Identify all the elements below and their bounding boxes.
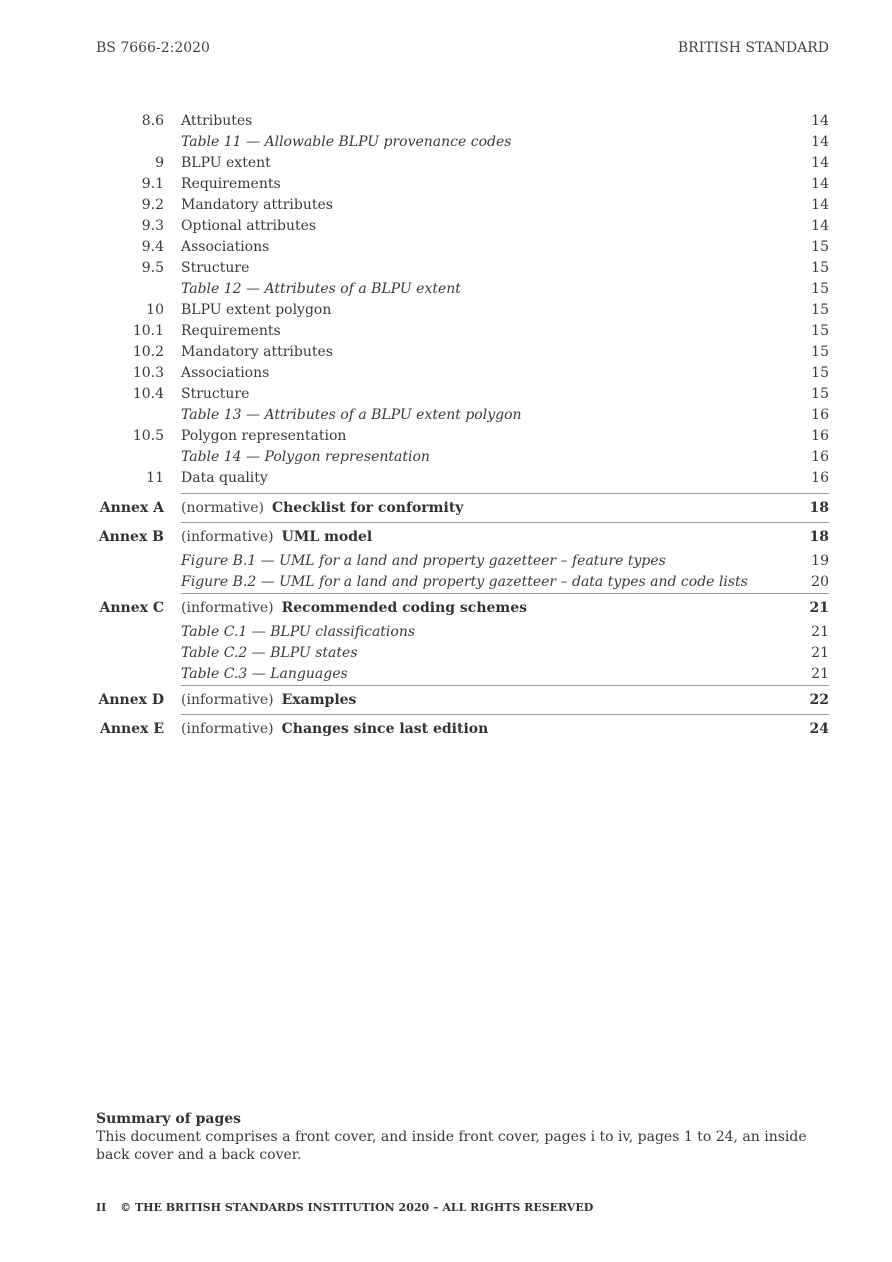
annex-type: (normative)	[181, 500, 264, 516]
annex-type: (informative)	[181, 721, 274, 737]
toc-entry-number: 9	[155, 155, 164, 171]
annex-page: 21	[809, 600, 829, 616]
toc-entry-number: 10.4	[132, 386, 164, 402]
running-header-code: BS 7666-2:2020	[96, 40, 210, 56]
annex-caption-page: 19	[811, 553, 829, 569]
toc-entry-title: Table 13 — Attributes of a BLPU extent polygon	[181, 407, 522, 423]
toc-entry-number: 11	[146, 470, 164, 486]
toc-entry-number: 9.2	[141, 197, 164, 213]
annex-label: Annex E	[99, 721, 164, 737]
toc-entry-page: 14	[811, 176, 829, 192]
annex-page: 24	[809, 721, 829, 737]
annex-label: Annex A	[99, 500, 164, 516]
toc-entry-page: 16	[811, 428, 829, 444]
toc-entry-title: Attributes	[181, 113, 253, 129]
table-of-contents	[96, 111, 829, 743]
toc-entry-title: Optional attributes	[181, 218, 317, 234]
annex-title	[181, 523, 372, 551]
annex-title	[181, 494, 463, 522]
annex-caption-title: Figure B.1 — UML for a land and property gazetteer – feature types	[181, 553, 666, 569]
toc-entry-title: Requirements	[181, 176, 281, 192]
toc-entry[interactable]	[96, 300, 829, 321]
toc-annex-entry[interactable]	[99, 714, 829, 743]
toc-entry-page: 16	[811, 407, 829, 423]
annex-page: 18	[809, 529, 829, 545]
annex-type: (informative)	[181, 529, 274, 545]
toc-entry[interactable]	[96, 258, 829, 279]
toc-entry-number: 9.4	[141, 239, 164, 255]
toc-annex-caption-entry[interactable]	[181, 664, 829, 685]
toc-entry-number: 9.3	[141, 218, 164, 234]
annex-page: 18	[809, 500, 829, 516]
toc-entry-page: 15	[811, 260, 829, 276]
toc-entry[interactable]	[96, 468, 829, 489]
toc-entry-title: Structure	[181, 386, 250, 402]
toc-entry-page: 15	[811, 302, 829, 318]
summary-text: This document comprises a front cover, and inside front cover, pages i to iv, pages 1 to 24, an inside back cover and a back cover.	[96, 1129, 807, 1163]
toc-annex-caption-entry[interactable]	[181, 572, 829, 593]
toc-entry[interactable]	[96, 195, 829, 216]
annex-caption-page: 21	[811, 666, 829, 682]
annex-label: Annex C	[99, 600, 164, 616]
annex-caption-title: Figure B.2 — UML for a land and property gazetteer – data types and code lists	[181, 574, 748, 590]
toc-entry-title: BLPU extent	[181, 155, 271, 171]
toc-entry-number: 9.1	[141, 176, 164, 192]
summary-title: Summary of pages	[96, 1111, 242, 1127]
toc-entry[interactable]	[96, 111, 829, 132]
toc-entry-title: Mandatory attributes	[181, 197, 333, 213]
toc-entry-page: 15	[811, 281, 829, 297]
toc-entry[interactable]	[96, 153, 829, 174]
toc-annex-entry[interactable]	[98, 522, 829, 551]
toc-entry-page: 14	[811, 113, 829, 129]
toc-annex-caption-entry[interactable]	[181, 643, 829, 664]
annex-type: (informative)	[181, 692, 274, 708]
toc-entry-page: 15	[811, 386, 829, 402]
toc-entry-page: 15	[811, 344, 829, 360]
toc-annex-entry[interactable]	[99, 593, 829, 622]
annex-caption-page: 21	[811, 645, 829, 661]
toc-entry-number: 10.2	[132, 344, 164, 360]
annex-heading: UML model	[281, 529, 373, 545]
toc-entry-title: Table 12 — Attributes of a BLPU extent	[181, 281, 461, 297]
toc-entry-number: 10	[146, 302, 164, 318]
page-footer	[96, 1201, 593, 1214]
running-header-title: BRITISH STANDARD	[677, 40, 829, 56]
toc-entry[interactable]	[96, 237, 829, 258]
toc-caption-entry[interactable]	[96, 132, 829, 153]
toc-entry-page: 15	[811, 239, 829, 255]
toc-annex-entry[interactable]	[98, 685, 829, 714]
toc-entry-number: 9.5	[141, 260, 164, 276]
toc-annex-caption-entry[interactable]	[181, 622, 829, 643]
toc-entry[interactable]	[96, 426, 829, 447]
annex-type: (informative)	[181, 600, 274, 616]
annex-page: 22	[809, 692, 829, 708]
annex-caption-page: 20	[811, 574, 829, 590]
toc-entry[interactable]	[96, 342, 829, 363]
toc-entry-page: 16	[811, 470, 829, 486]
toc-annex-entry[interactable]	[99, 493, 829, 522]
toc-entry-number: 8.6	[141, 113, 164, 129]
toc-entry-page: 15	[811, 365, 829, 381]
toc-entry[interactable]	[96, 363, 829, 384]
toc-entry-page: 15	[811, 323, 829, 339]
toc-annex-caption-entry[interactable]	[181, 551, 829, 572]
annex-title	[181, 594, 527, 622]
toc-entry-title: Associations	[181, 365, 270, 381]
annex-caption-title: Table C.3 — Languages	[181, 666, 348, 682]
toc-caption-entry[interactable]	[96, 405, 829, 426]
summary-of-pages	[96, 1110, 826, 1164]
annex-title	[181, 686, 356, 714]
annex-label: Annex D	[98, 692, 164, 708]
annex-label: Annex B	[98, 529, 164, 545]
toc-entry[interactable]	[96, 216, 829, 237]
annex-heading: Examples	[281, 692, 357, 708]
toc-entry-title: Table 14 — Polygon representation	[181, 449, 430, 465]
toc-entry-title: Table 11 — Allowable BLPU provenance codes	[181, 134, 512, 150]
toc-entry-title: Associations	[181, 239, 270, 255]
annex-heading: Checklist for conformity	[271, 500, 464, 516]
toc-entry-page: 14	[811, 134, 829, 150]
annex-caption-title: Table C.1 — BLPU classifications	[181, 624, 416, 640]
toc-entry[interactable]	[96, 174, 829, 195]
footer-page-number: II	[96, 1201, 107, 1214]
annex-heading: Recommended coding schemes	[281, 600, 528, 616]
toc-entry-number: 10.5	[132, 428, 164, 444]
toc-entry-page: 16	[811, 449, 829, 465]
toc-entry-page: 14	[811, 218, 829, 234]
toc-entry-number: 10.1	[132, 323, 164, 339]
toc-entry[interactable]	[96, 384, 829, 405]
toc-entry-page: 14	[811, 155, 829, 171]
toc-entry-title: Structure	[181, 260, 250, 276]
toc-entry-title: Data quality	[181, 470, 268, 486]
annex-caption-page: 21	[811, 624, 829, 640]
annex-caption-title: Table C.2 — BLPU states	[181, 645, 358, 661]
toc-entry-title: Mandatory attributes	[181, 344, 333, 360]
toc-entry[interactable]	[96, 321, 829, 342]
annex-title	[181, 715, 488, 743]
toc-entry-number: 10.3	[132, 365, 164, 381]
toc-caption-entry[interactable]	[96, 279, 829, 300]
toc-entry-title: BLPU extent polygon	[181, 302, 332, 318]
annex-heading: Changes since last edition	[281, 721, 489, 737]
footer-copyright: © THE BRITISH STANDARDS INSTITUTION 2020 – ALL RIGHTS RESERVED	[120, 1201, 594, 1214]
toc-entry-title: Polygon representation	[181, 428, 347, 444]
toc-entry-page: 14	[811, 197, 829, 213]
toc-caption-entry[interactable]	[96, 447, 829, 468]
toc-entry-title: Requirements	[181, 323, 281, 339]
